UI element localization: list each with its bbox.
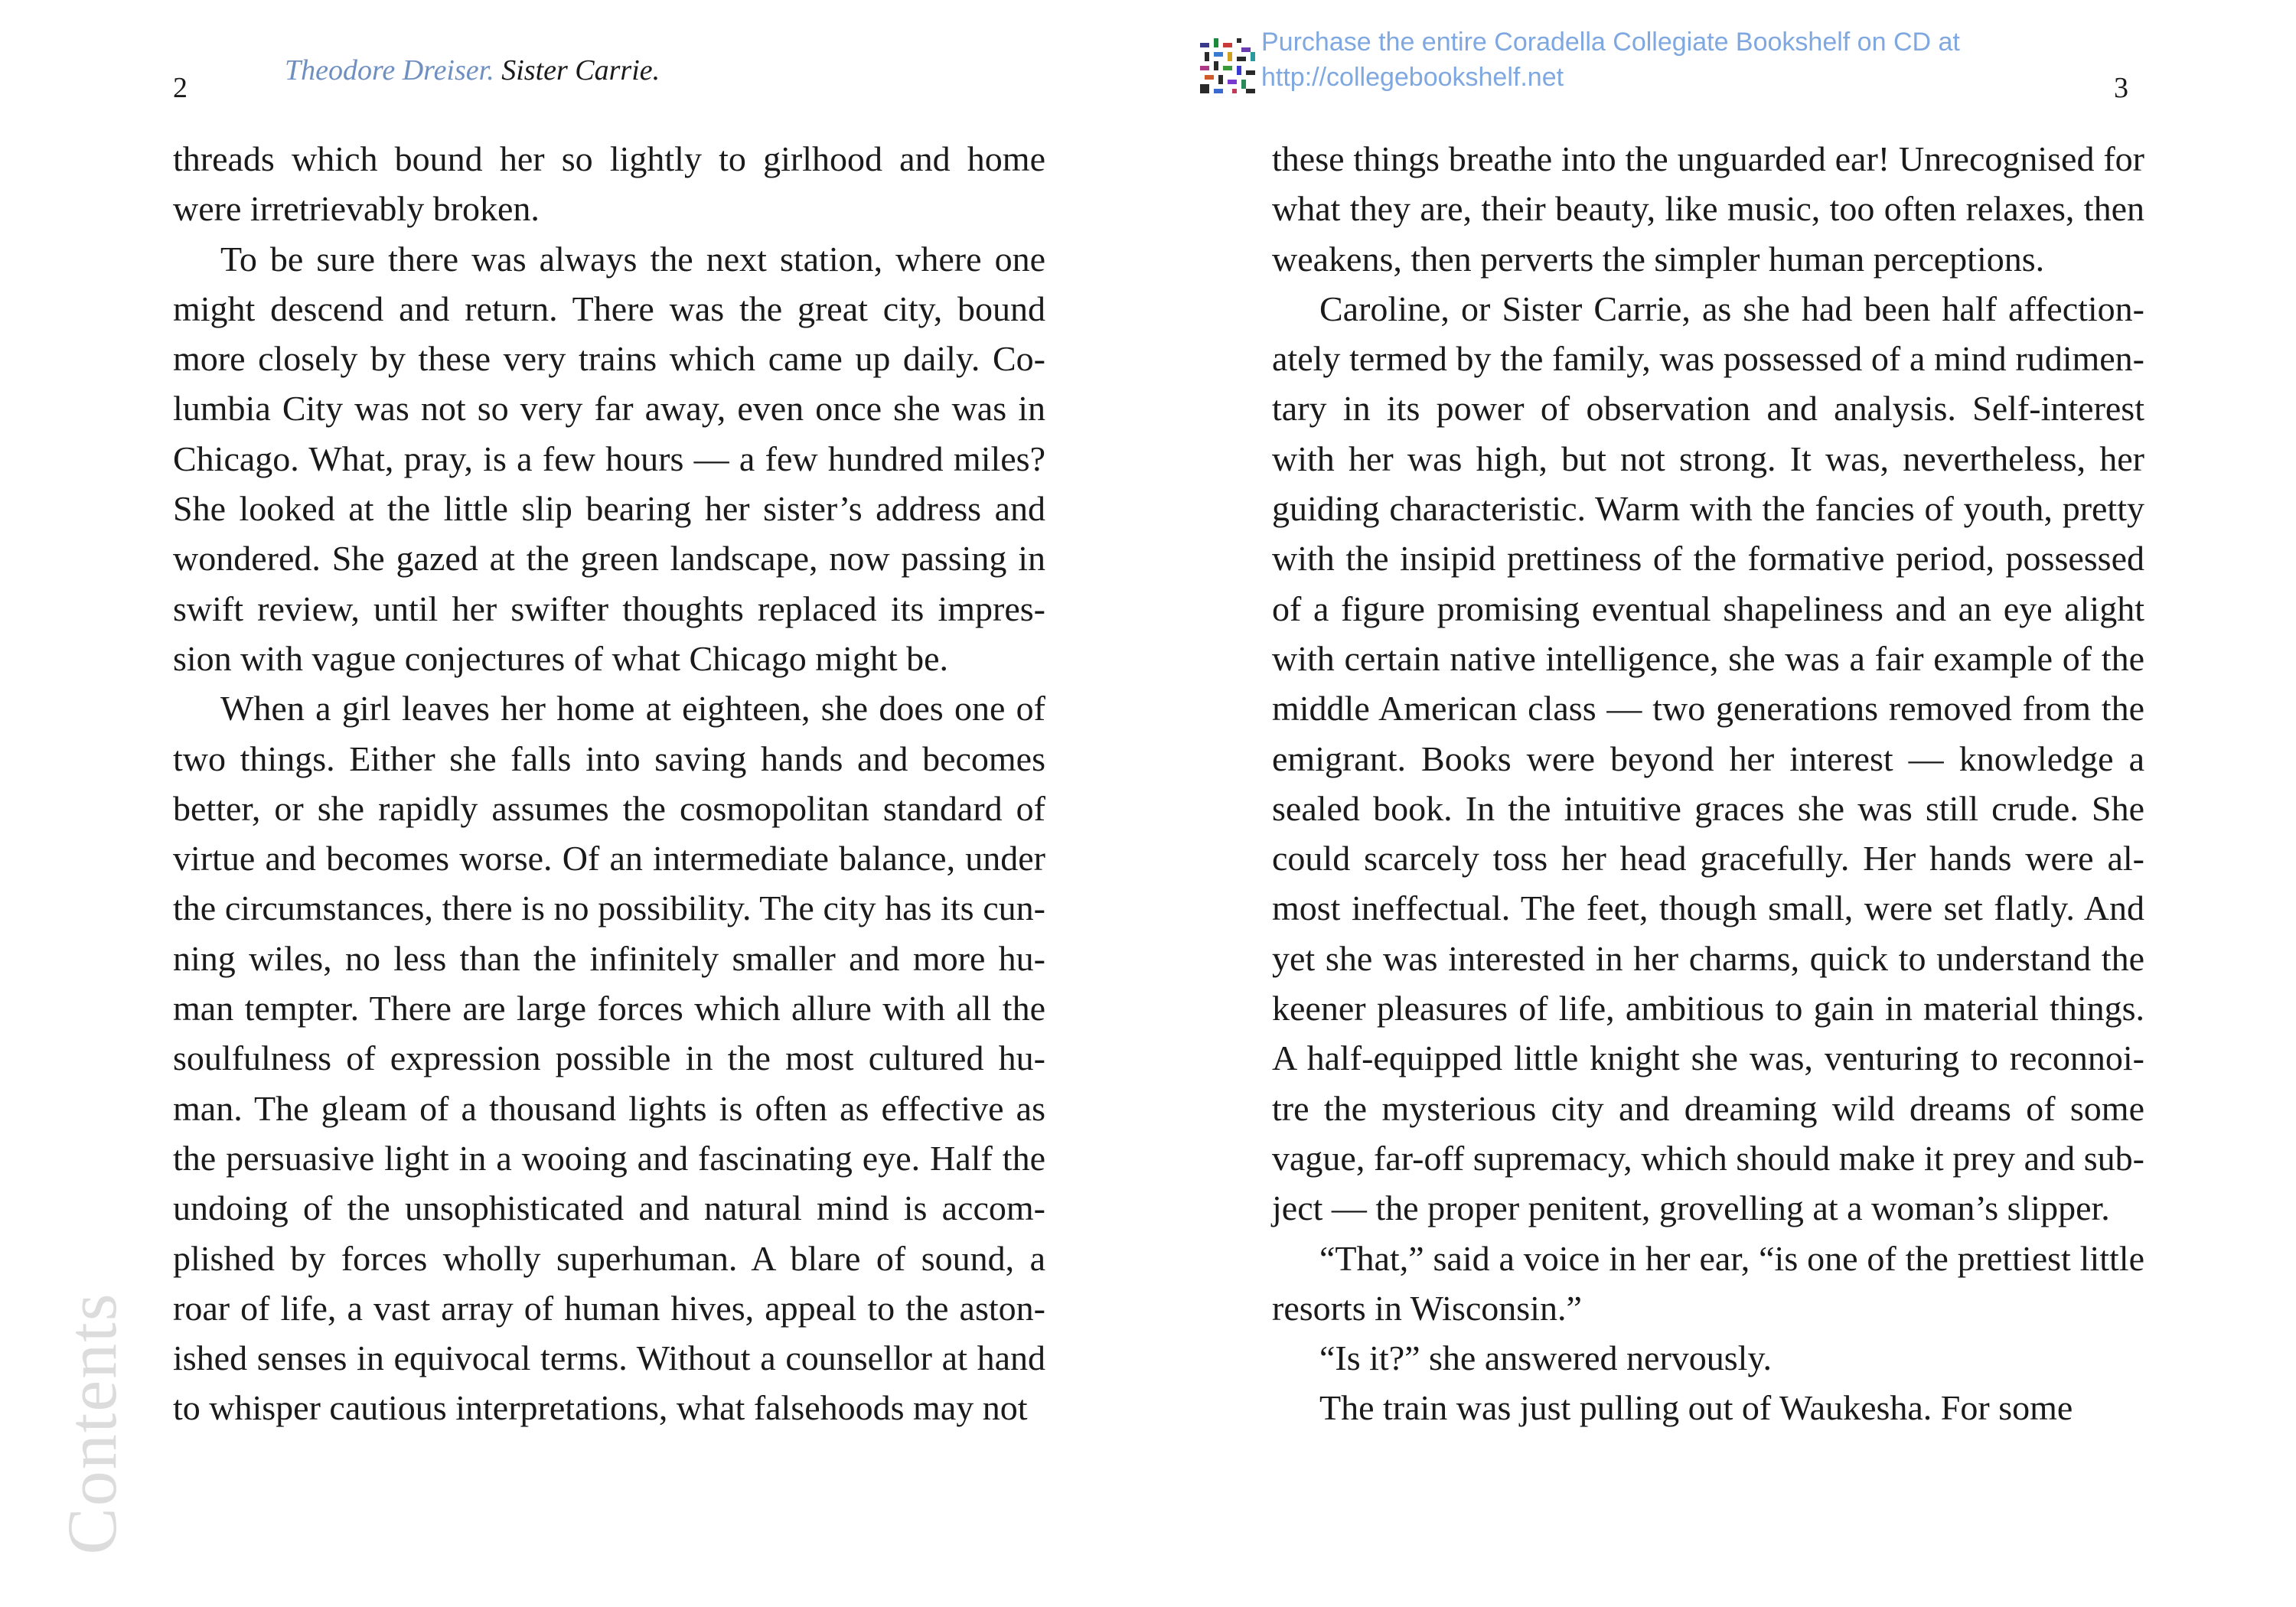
running-header-title: Sister Carrie. xyxy=(501,54,660,86)
right-page-text xyxy=(1272,134,2144,1433)
page-number-right: 3 xyxy=(2114,72,2128,104)
qr-code-icon xyxy=(1200,38,1255,93)
contents-tab-label[interactable]: Contents xyxy=(53,1292,131,1555)
paragraph: The train was just pulling out of Waukesha. For some xyxy=(1319,1388,2073,1428)
contents-tab[interactable] xyxy=(46,1292,138,1555)
paragraph: “Is it?” she answered nervously. xyxy=(1319,1338,1772,1378)
promo-line-2[interactable]: http://collegebookshelf.net xyxy=(1261,63,1564,92)
promo-banner[interactable] xyxy=(1200,24,1960,95)
paragraph: Caroline, or Sister Carrie, as she had been half affectionately termed by the family, was possessed of a mind rudimentary in its power of observation and analysis. Self-interest with her was high, but not strong. It was, nevertheless, her guiding characteristic. Warm with the fancies of youth, pretty with the insipid prettiness of the formative period, possessed of a figure promising eventual shapeliness and an eye alight with certain native intelligence, she was a fair example of the middle American class — two generations removed from the emigrant. Books were beyond her interest — knowledge a sealed book. In the intuitive graces she was still crude. She could scarcely toss her head gracefully. Her hands were almost ineffectual. The feet, though small, were set flatly. And yet she was interested in her charms, quick to understand the keener pleasures of life, ambitious to gain in material things. A half-equipped little knight she was, venturing to reconnoitre the mysterious city and dreaming wild dreams of some vague, far-off supremacy, which should make it prey and subject — the proper penitent, grovelling at a woman’s slipper. xyxy=(1272,288,2144,1228)
paragraph: “That,” said a voice in her ear, “is one of the prettiest little resorts in Wisconsin.” xyxy=(1272,1238,2144,1328)
paragraph: these things breathe into the unguarded ear! Unrecognised for what they are, their beauty, like music, too often relaxes, then weakens, then perverts the simpler human perceptions. xyxy=(1272,139,2144,279)
promo-line-1[interactable]: Purchase the entire Coradella Collegiate Bookshelf on CD at xyxy=(1261,28,1960,57)
page-number-left: 2 xyxy=(173,72,188,104)
paragraph: When a girl leaves her home at eighteen, she does one of two things. Either she falls into saving hands and becomes better, or she rapidly assumes the cosmopolitan standard of virtue and becomes worse. Of an intermediate balance, under the circumstances, there is no possibility. The city has its cunning wiles, no less than the infinitely smaller and more human tempter. There are large forces which allure with all the soulfulness of expression possible in the most cultured human. The gleam of a thousand lights is often as effective as the persuasive light in a wooing and fascinating eye. Half the undoing of the unsophisticated and natural mind is accomplished by forces wholly superhuman. A blare of sound, a roar of life, a vast array of human hives, appeal to the astonished senses in equivocal terms. Without a counsellor at hand to whisper cautious interpretations, what falsehoods may not xyxy=(173,689,1045,1428)
paragraph: threads which bound her so lightly to girlhood and home were irretrievably broken. xyxy=(173,139,1045,229)
paragraph: To be sure there was always the next station, where one might descend and return. There was the great city, bound more closely by these very trains which came up daily. Columbia City was not so very far away, even once she was in Chicago. What, pray, is a few hours — a few hundred miles? She looked at the little slip bearing her sister’s address and wondered. She gazed at the green landscape, now passing in swift review, until her swifter thoughts replaced its impression with vague conjectures of what Chicago might be. xyxy=(173,239,1045,678)
running-header-author: Theodore Dreiser. xyxy=(285,54,494,86)
running-header xyxy=(285,54,660,87)
left-page-text xyxy=(173,134,1045,1433)
promo-link[interactable] xyxy=(1261,24,1960,95)
